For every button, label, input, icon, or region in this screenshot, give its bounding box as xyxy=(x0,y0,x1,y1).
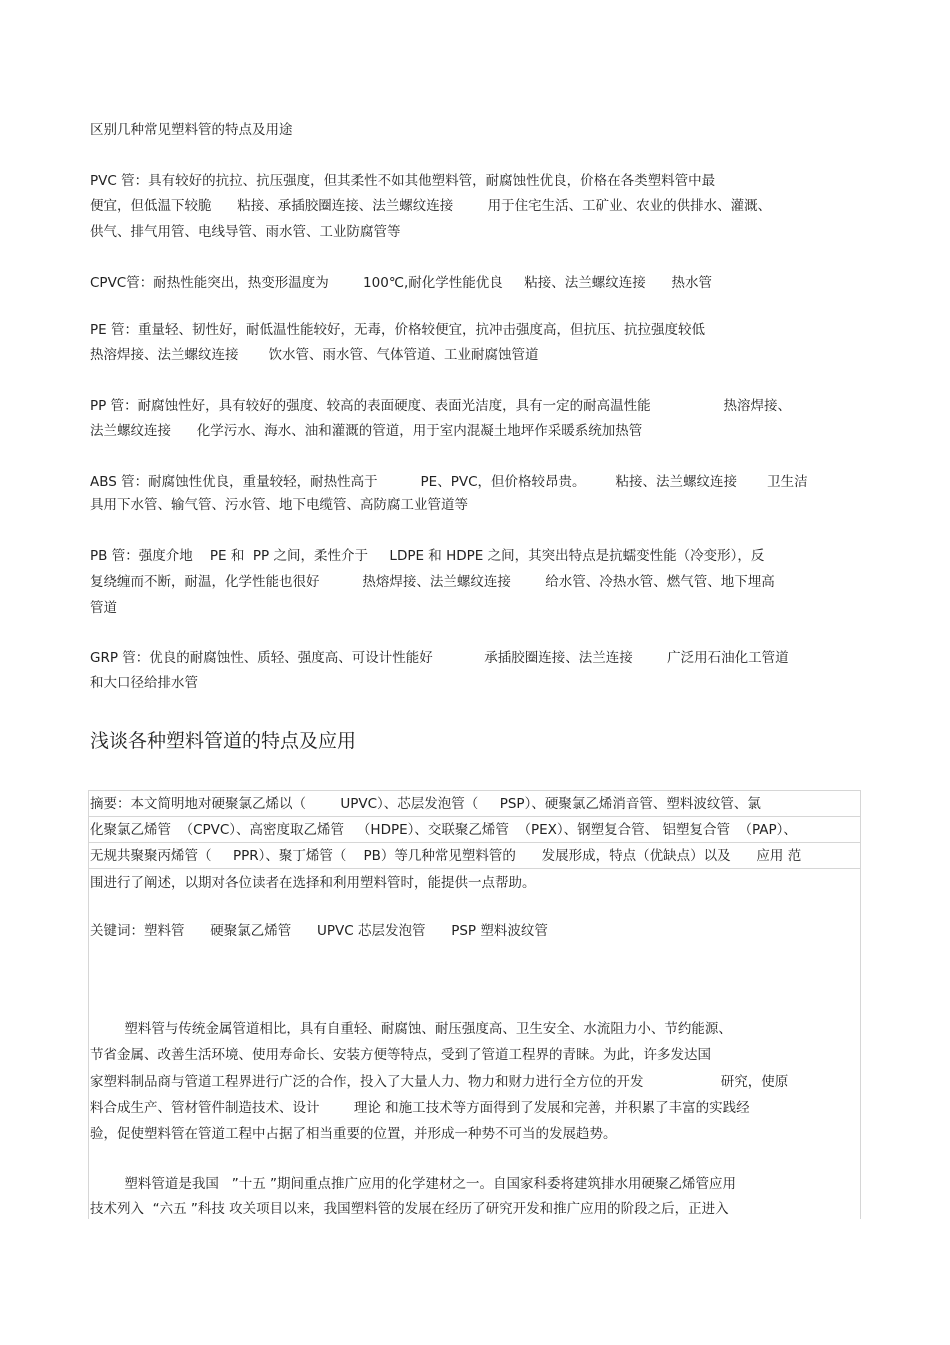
body-line-5: 验，促使塑料管在管道工程中占据了相当重要的位置，并形成一种势不可当的发展趋势。 xyxy=(90,1126,617,1142)
pvc-line-1: PVC 管：具有较好的抗拉、抗压强度，但其柔性不如其他塑料管，耐腐蚀性优良，价格在各类塑料管中最 xyxy=(90,173,716,189)
abstract-line-3: 无规共聚聚丙烯管（ PPR）、聚丁烯管（ PB）等几种常见塑料管的 发展形成，特点（优缺点）以及 应用 范 xyxy=(90,848,802,864)
pe-line-1: PE 管：重量轻、韧性好，耐低温性能较好，无毒，价格较便宜，抗冲击强度高，但抗压、抗拉强度较低 xyxy=(90,322,705,338)
grp-line-2: 和大口径给排水管 xyxy=(90,675,198,691)
abstract-line-4: 围进行了阐述，以期对各位读者在选择和利用塑料管时，能提供一点帮助。 xyxy=(90,875,536,891)
abstract-line-2: 化聚氯乙烯管 （CPVC）、高密度取乙烯管 （HDPE）、交联聚乙烯管 （PEX）、钢塑复合管、 铝塑复合管 （PAP）、 xyxy=(90,822,797,838)
pe-line-2: 热溶焊接、法兰螺纹连接 饮水管、雨水管、气体管道、工业耐腐蚀管道 xyxy=(90,347,539,363)
abstract-rule xyxy=(88,816,860,817)
body-line-6: 塑料管道是我国 ”十五 ”期间重点推广应用的化学建材之一。自国家科委将建筑排水用硬聚乙烯管应用 xyxy=(90,1176,736,1192)
pp-line-1: PP 管：耐腐蚀性好，具有较好的强度、较高的表面硬度、表面光洁度，具有一定的耐高温性能 热溶焊接、 xyxy=(90,398,792,414)
doc-title: 区别几种常见塑料管的特点及用途 xyxy=(90,122,293,138)
abs-line-2: 具用下水管、输气管、污水管、地下电缆管、高防腐工业管道等 xyxy=(90,497,468,513)
body-line-7: 技术列入 “六五 ”科技 攻关项目以来，我国塑料管的发展在经历了研究开发和推广应用的阶段之后，正进入 xyxy=(90,1201,729,1217)
abstract-line-1: 摘要：本文简明地对硬聚氯乙烯以（ UPVC）、芯层发泡管（ PSP）、硬聚氯乙烯消音管、塑料波纹管、氯 xyxy=(90,796,761,812)
body-line-4: 料合成生产、管材管件制造技术、设计 理论 和施工技术等方面得到了发展和完善，并积累了丰富的实践经 xyxy=(90,1100,750,1116)
cpvc-line-1: CPVC管：耐热性能突出，热变形温度为 100℃,耐化学性能优良 粘接、法兰螺纹连接 热水管 xyxy=(90,275,712,291)
body-line-2: 节省金属、改善生活环境、使用寿命长、安装方便等特点，受到了管道工程界的青睐。为此，许多发达国 xyxy=(90,1047,711,1063)
abstract-rule xyxy=(88,842,860,843)
pb-line-3: 管道 xyxy=(90,600,117,616)
keywords: 关键词：塑料管 硬聚氯乙烯管 UPVC 芯层发泡管 PSP 塑料波纹管 xyxy=(90,923,548,939)
abs-line-1: ABS 管：耐腐蚀性优良，重量较轻，耐热性高于 PE、PVC，但价格较昂贵。 粘接、法兰螺纹连接 卫生洁 xyxy=(90,474,808,490)
body-line-3: 家塑料制品商与管道工程界进行广泛的合作，投入了大量人力、物力和财力进行全方位的开发 研究，使原 xyxy=(90,1074,789,1090)
section-heading: 浅谈各种塑料管道的特点及应用 xyxy=(90,730,357,752)
pb-line-2: 复绕缠而不断，耐温，化学性能也很好 热熔焊接、法兰螺纹连接 给水管、冷热水管、燃气管、地下埋高 xyxy=(90,574,775,590)
abstract-rule xyxy=(88,868,860,869)
pp-line-2: 法兰螺纹连接 化学污水、海水、油和灌溉的管道，用于室内混凝土地坪作采暖系统加热管 xyxy=(90,423,643,439)
body-line-1: 塑料管与传统金属管道相比，具有自重轻、耐腐蚀、耐压强度高、卫生安全、水流阻力小、节约能源、 xyxy=(90,1021,732,1037)
grp-line-1: GRP 管：优良的耐腐蚀性、质轻、强度高、可设计性能好 承插胶圈连接、法兰连接 广泛用石油化工管道 xyxy=(90,650,789,666)
pvc-line-2: 便宜，但低温下较脆 粘接、承插胶圈连接、法兰螺纹连接 用于住宅生活、工矿业、农业的供排水、灌溉、 xyxy=(90,198,772,214)
pvc-line-3: 供气、排气用管、电线导管、雨水管、工业防腐管等 xyxy=(90,224,401,240)
pb-line-1: PB 管：强度介地 PE 和 PP 之间，柔性介于 LDPE 和 HDPE 之间，其突出特点是抗蠕变性能（冷变形），反 xyxy=(90,548,765,564)
